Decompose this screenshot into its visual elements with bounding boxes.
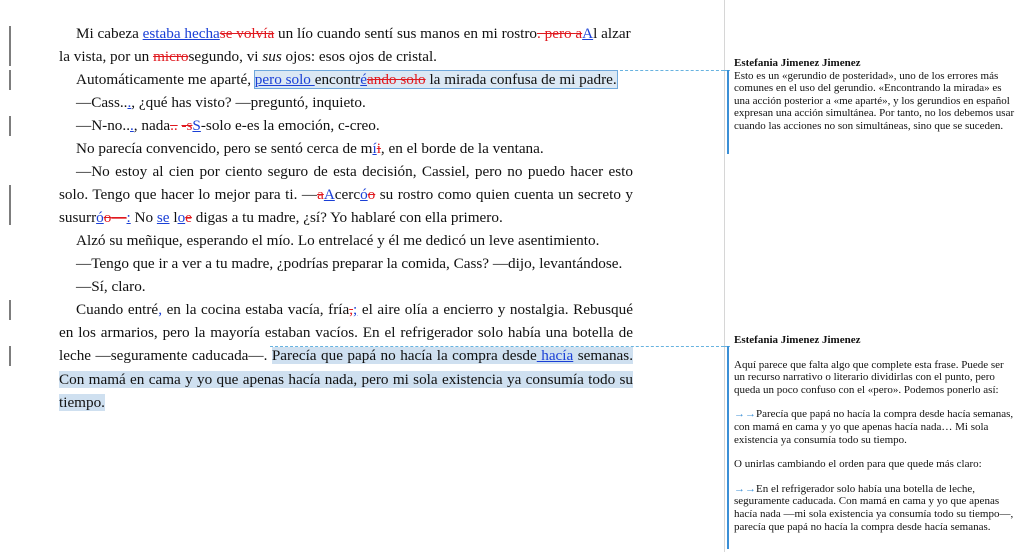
paragraph[interactable]: —N-no..., nada.. -sS-solo e-es la emoción, c-creo. <box>76 117 380 134</box>
comment-text: Esto es un «gerundio de posteridad», uno de los errores más comunes en el uso del gerundio. «Encontrando la mirada» es una acción posterior a «me aparté», y los gerundios en español expresan una acción simultánea. Por tanto, no los debemos usar cuando las acciones no son simultáneas, sino que se suceden. <box>734 69 1015 132</box>
paragraph[interactable]: Alzó su meñique, esperando el mío. Lo entrelacé y él me dedicó un leve asentimiento. <box>76 232 600 249</box>
comment-anchor-1[interactable]: pero solo encontréando solo la mirada confusa de mi padre. <box>254 71 617 88</box>
comment-author: Estefania Jimenez Jimenez <box>734 334 861 346</box>
paragraph[interactable]: No parecía convencido, pero se sentó cerca de míi, en el borde de la ventana. <box>76 140 544 157</box>
comment-text: →→En el refrigerador solo había una botella de leche, seguramente caducada. Con mamá en cama y yo que apenas hacía nada —mi sola existencia ya consumía todo su tiempo—, parecía que papá no hacía la compra desde hacía semanas. <box>734 482 1014 533</box>
comment-author: Estefania Jimenez Jimenez <box>734 57 861 69</box>
paragraph[interactable]: —Cass..., ¿qué has visto? —preguntó, inquieto. <box>76 94 366 111</box>
change-bar <box>9 70 11 90</box>
change-bar <box>9 300 11 320</box>
paragraph[interactable]: —Tengo que ir a ver a tu madre, ¿podrías preparar la comida, Cass? —dijo, levantándose. <box>76 255 623 272</box>
comment-text: O unirlas cambiando el orden para que quede más claro: <box>734 458 982 471</box>
comment-bar-1 <box>727 70 729 154</box>
arrow-icon: →→ <box>734 408 756 421</box>
paragraph[interactable]: —Sí, claro. <box>76 278 146 295</box>
paragraph[interactable]: Automáticamente me aparté, pero solo encontréando solo la mirada confusa de mi padre. <box>76 71 617 88</box>
comment-bar-2 <box>727 346 729 549</box>
change-bar <box>9 346 11 366</box>
change-bar <box>9 116 11 136</box>
comment-leader-1 <box>620 70 724 71</box>
comment-anchor-2[interactable]: Parecía que papá no hacía la compra desde hacía semanas. Con mamá en cama y yo que apenas hacía nada, pero mi sola existencia ya consumía todo su tiempo. <box>59 347 633 411</box>
comment-leader-2 <box>270 346 724 347</box>
comment-text: Aquí parece que falta algo que complete esta frase. Puede ser un recurso narrativo o literario dividirlas con el punto, pero queda un poco confuso con el «pero». Podemos ponerlo así: <box>734 358 1004 396</box>
comment-text: →→Parecía que papá no hacía la compra desde hacía semanas, con mamá en cama y yo que apenas hacía nada… Mi sola existencia ya consumía todo su tiempo. <box>734 408 1014 446</box>
change-bar <box>9 26 11 66</box>
arrow-icon: →→ <box>734 482 756 495</box>
paragraph[interactable]: Mi cabeza estaba hechase volvía un lío cuando sentí sus manos en mi rostro. pero aAl alzar la vista, por un microsegundo, vi sus ojos: esos ojos de cristal. <box>59 25 631 66</box>
paragraph[interactable]: —No estoy al cien por ciento seguro de esta decisión, Cassiel, pero no puedo hacer esto solo. Tengo que hacer lo mejor para ti. —aAcercóo su rostro como quien cuenta un secreto y susurróo—: No se loe digas a tu madre, ¿sí? Yo hablaré con ella primero. <box>59 163 633 227</box>
change-bar <box>9 185 11 225</box>
comment-2[interactable] <box>734 334 1016 533</box>
paragraph[interactable]: Cuando entré, en la cocina estaba vacía, fría,; el aire olía a encierro y nostalgia. Rebusqué en los armarios, pero la mayoría estaban vacíos. En el refrigerador solo había una botella de leche —seguramente caducada—. Parecía que papá no hacía la compra desde hacía semanas. Con mamá en cama y yo que apenas hacía nada, pero mi sola existencia ya consumía todo su tiempo. <box>59 301 633 411</box>
comment-1[interactable] <box>734 57 1016 133</box>
